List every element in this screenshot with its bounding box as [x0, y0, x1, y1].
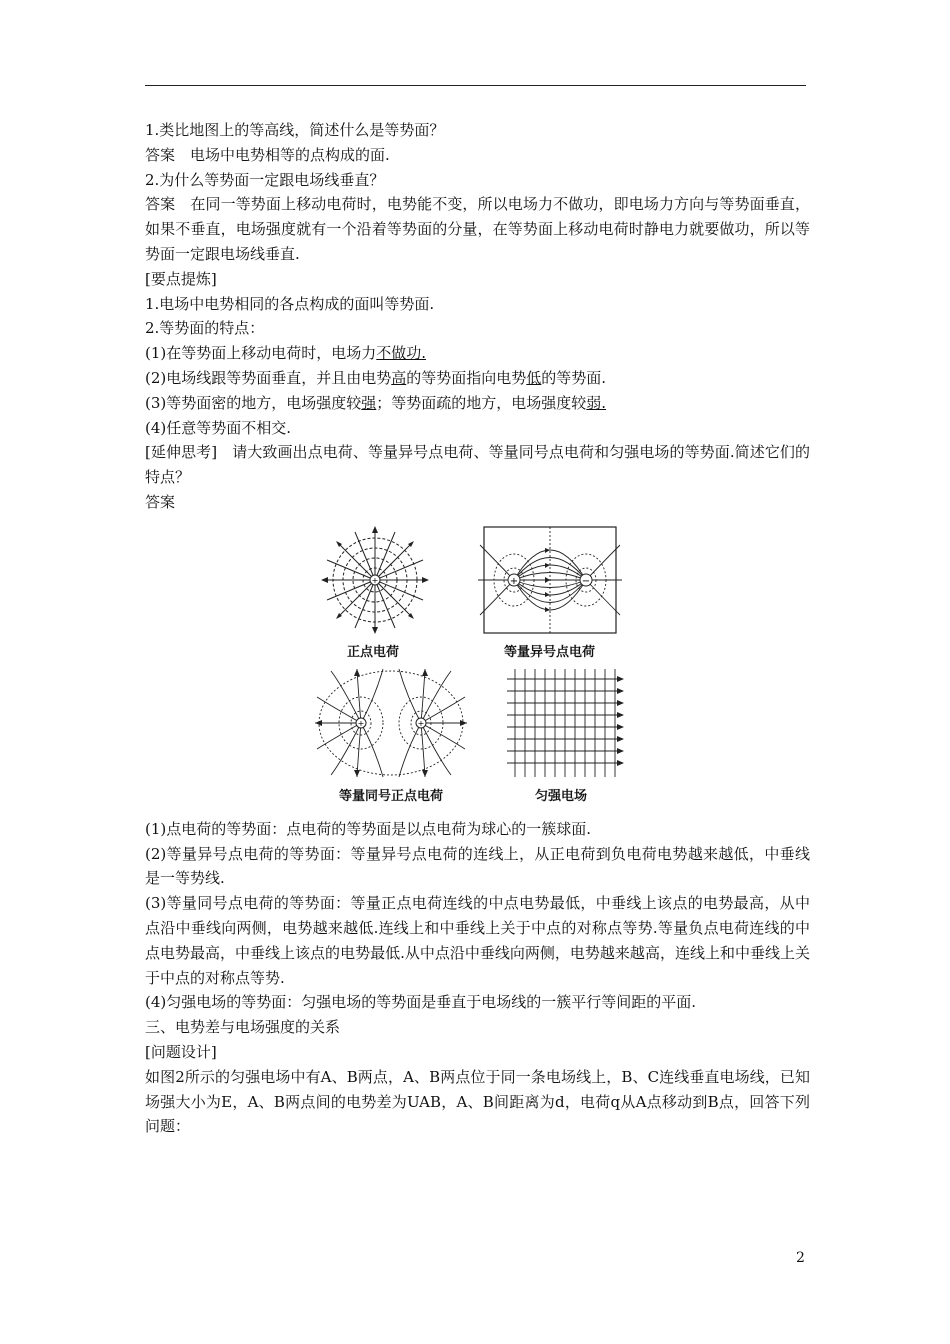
question-2: 2.为什么等势面一定跟电场线垂直？: [145, 170, 385, 189]
summary-3: (3)等量同号点电荷的等势面：等量正点电荷连线的中点电势最低，中垂线上该点的电势最高，从中点沿中垂线向两侧，电势越来越低.连线上和中垂线上关于中点的对称点等势.等量负点电荷连线的中点电势最高，中垂线上该点的电势最低.从中点沿中垂线向两侧，电势越来越高，连线上和中垂线上关于中点的对称点等势.: [145, 894, 810, 987]
key-point-1: 1.电场中电势相同的各点构成的面叫等势面.: [145, 294, 435, 313]
problem-design-label: [问题设计]: [145, 1042, 217, 1061]
section-3-title: 三、电势差与电场强度的关系: [145, 1018, 341, 1037]
feature-4: (4)任意等势面不相交.: [145, 418, 292, 437]
feature-1: (1)在等势面上移动电荷时，电场力不做功.: [145, 344, 427, 363]
feature-2: (2)电场线跟等势面垂直，并且由电势高的等势面指向电势低的等势面.: [145, 368, 607, 387]
answer-1: 答案 电场中电势相等的点构成的面.: [145, 145, 390, 164]
document-body: [145, 118, 810, 1139]
fig-opposite-charges: [470, 525, 630, 635]
extension-question: [延伸思考] 请大致画出点电荷、等量异号点电荷、等量同号点电荷和匀强电场的等势面.简述它们的特点？: [145, 443, 810, 487]
page-number: 2: [796, 1250, 805, 1266]
svg-text:+: +: [357, 718, 365, 728]
svg-text:+: +: [509, 575, 519, 587]
fig-same-positive-charges: [313, 667, 469, 779]
caption-positive-charge: 正点电荷: [347, 644, 400, 660]
summary-2: (2)等量异号点电荷的等势面：等量异号点电荷的连线上，从正电荷到负电荷电势越来越低，中垂线是一等势线.: [145, 844, 810, 888]
problem-statement: 如图2所示的匀强电场中有A、B两点，A、B两点位于同一条电场线上，B、C连线垂直电场线，已知场强大小为E，A、B两点间的电势差为UAB，A、B间距离为d，电荷q从A点移动到B点，回答下列问题：: [145, 1067, 810, 1136]
fig-positive-charge: [320, 525, 430, 635]
fig-uniform-field: [505, 667, 625, 779]
figure-equipotential-surfaces: [145, 525, 810, 808]
svg-text:+: +: [371, 575, 379, 585]
key-point-2: 2.等势面的特点：: [145, 319, 265, 338]
svg-text:−: −: [581, 575, 591, 587]
svg-text:+: +: [417, 718, 425, 728]
key-points-title: [要点提炼]: [145, 269, 217, 288]
caption-uniform-field: 匀强电场: [535, 788, 588, 804]
caption-opposite-charges: 等量异号点电荷: [504, 644, 596, 660]
answer-2: 答案 在同一等势面上移动电荷时，电势能不变，所以电场力不做功，即电场力方向与等势面垂直，如果不垂直，电场强度就有一个沿着等势面的分量，在等势面上移动电荷时静电力就要做功，所以等势面一定跟电场线垂直.: [145, 195, 810, 263]
summary-1: (1)点电荷的等势面：点电荷的等势面是以点电荷为球心的一簇球面.: [145, 819, 592, 838]
question-1: 1.类比地图上的等高线，简述什么是等势面？: [145, 121, 445, 139]
caption-same-charges: 等量同号正点电荷: [339, 788, 444, 804]
answer-label: 答案: [145, 492, 176, 511]
header-rule: [145, 85, 806, 86]
summary-4: (4)匀强电场的等势面：匀强电场的等势面是垂直于电场线的一簇平行等间距的平面.: [145, 993, 697, 1012]
feature-3: (3)等势面密的地方，电场强度较强；等势面疏的地方，电场强度较弱.: [145, 393, 607, 412]
